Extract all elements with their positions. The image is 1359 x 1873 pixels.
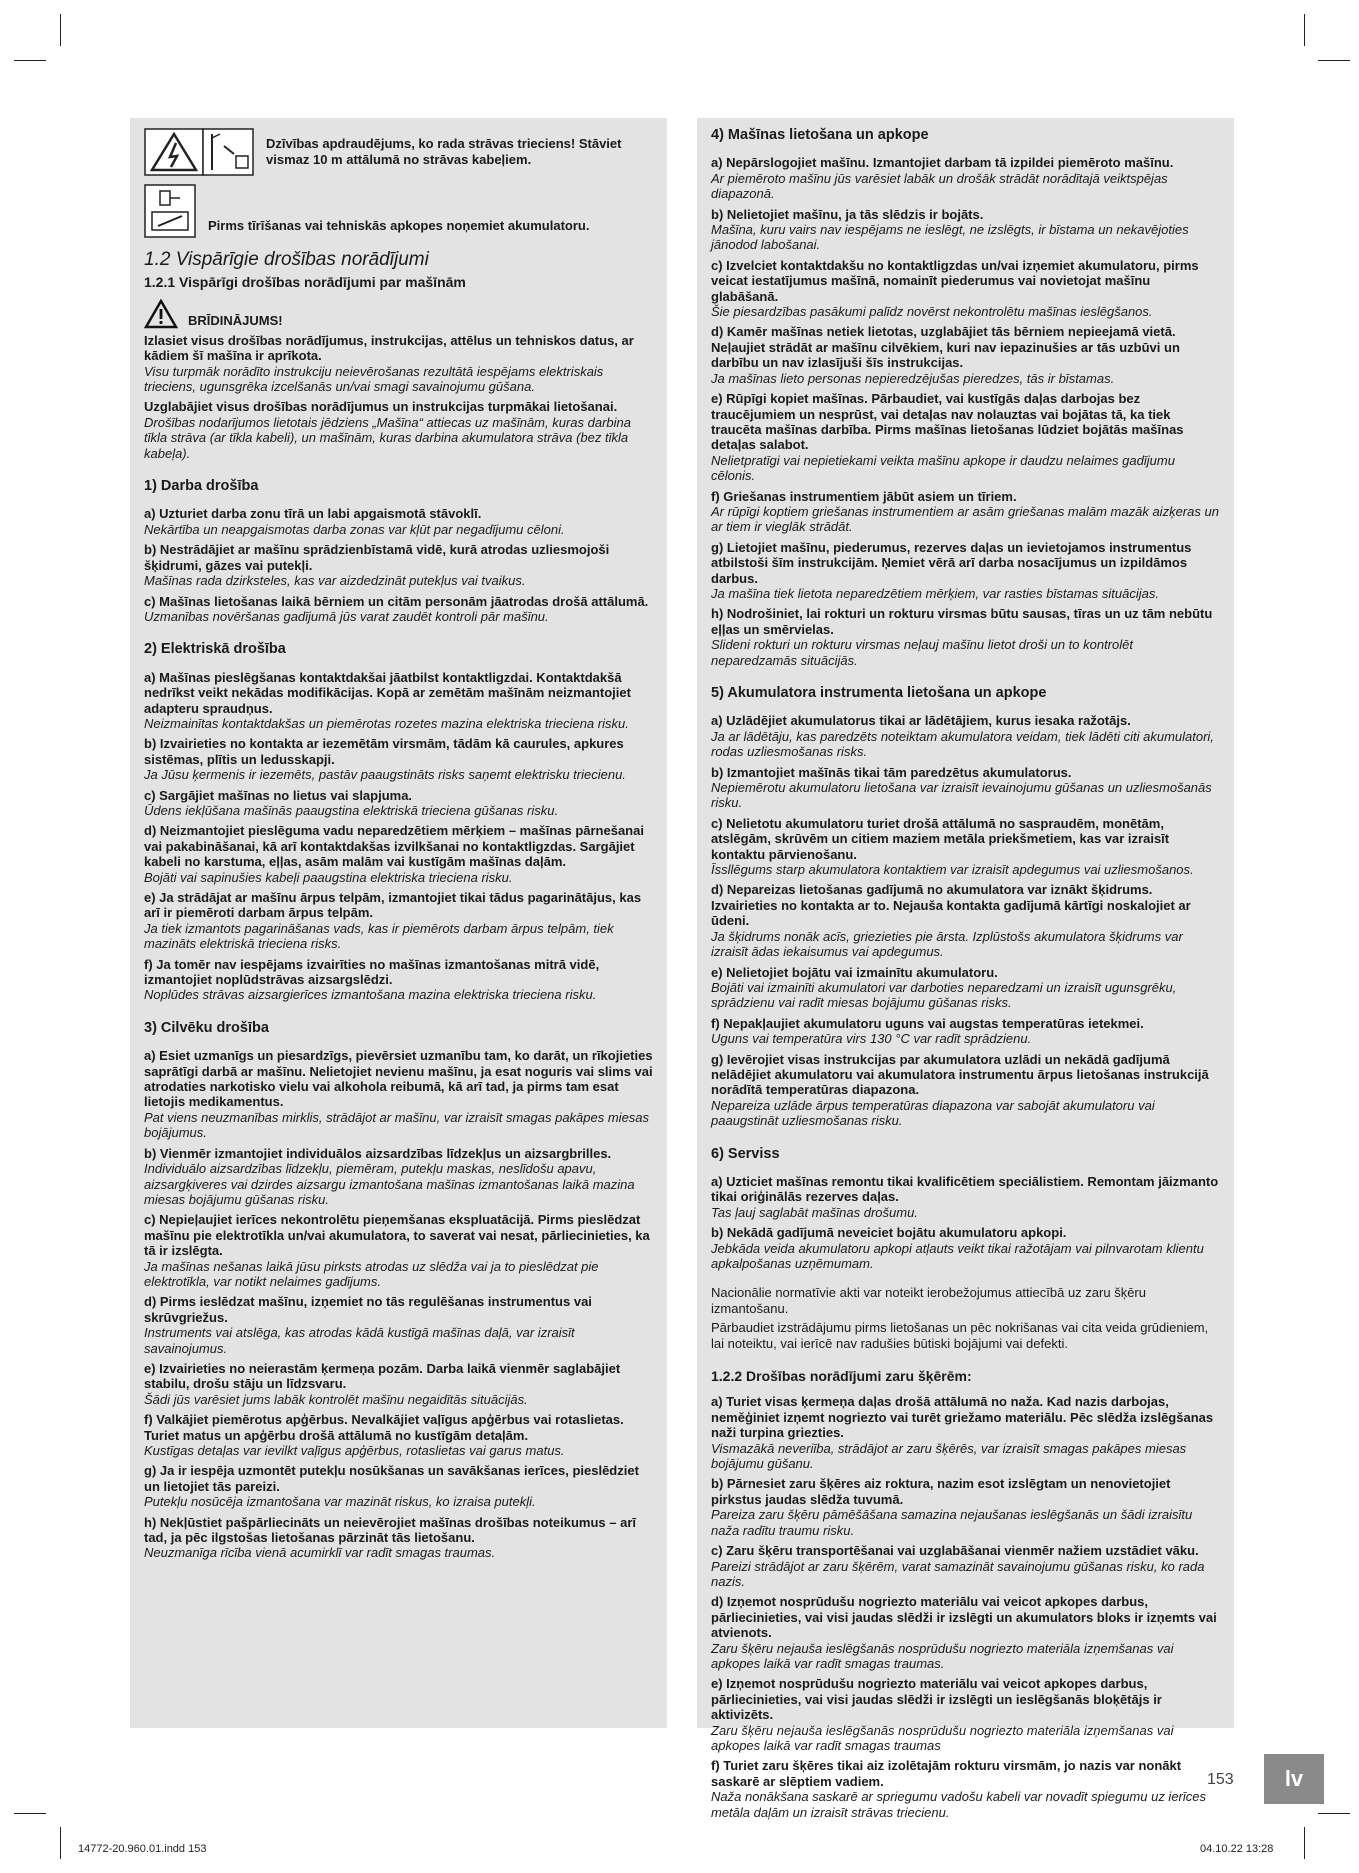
list-item [144,890,653,952]
item-instruction: d) Izņemot nosprūdušu nogriezto materiālu vai veicot apkopes darbus, pārliecinieties, vai visi jaudas slēdži ir izslēgti un akumulators bloks ir izņemts vai atvienots. [711,1594,1217,1641]
item-instruction: b) Nelietojiet mašīnu, ja tās slēdzis ir bojāts. [711,206,984,222]
item-explanation: Bojāti vai izmainīti akumulatori var darboties neparedzami un izraisīt ugunsgrēku, sprādzienu vai radīt miesas bojājumu gūšanas risks. [711,979,1177,1011]
item-explanation: Uguns vai temperatūra virs 130 °C var radīt sprādzienu. [711,1031,1032,1047]
item-explanation: Pareiza zaru šķēru pāmēšāšana samazina nejaušanas ieslēgšanās un šādi izraisītu naža radītu traumu risku. [711,1507,1193,1538]
item-explanation: Ja ar lādētāju, kas paredzēts noteiktam akumulatora veidam, tiek lādēti citi akumulatori, rodas uzliesmošanas risks. [711,728,1214,760]
list-item [711,882,1220,959]
list-item [711,155,1220,201]
item-instruction: b) Izvairieties no kontakta ar iezemētām virsmām, tādām kā caurules, apkures sistēmas, plītis un ledusskapji. [144,736,624,767]
item-explanation: Ūdens iekļūšana mašīnās paaugstina elektriskā trieciena gūšanas risku. [144,802,559,818]
item-explanation: Ja tiek izmantots pagarināšanas vads, kas ir piemērots darbam ārpus telpām, tiek mazināts elektriskā trieciena risks. [144,920,614,952]
item-explanation: Putekļu nosūcēja izmantošana var mazināt riskus, ko izraisa putekļi. [144,1494,536,1510]
right-groups [711,128,1220,1271]
shear-items [711,1394,1220,1820]
list-item [711,1543,1220,1589]
item-instruction: e) Rūpīgi kopiet mašīnas. Pārbaudiet, vai kustīgās daļas darbojas bez traucējumiem un nesprūst, vai detaļas nav nolauztas vai bojātas tā, ka tiek traucēta mašīnas darbība. Pirms mašīnas lietošanas lūdziet bojātās mašīnas detaļas salabot. [711,391,1184,453]
item-instruction: g) Ja ir iespēja uzmontēt putekļu nosūkšanas un savākšanas ierīces, pieslēdziet un lietojiet tās pareizi. [144,1463,639,1494]
list-item [711,391,1220,483]
item-explanation: Zaru šķēru nejauša ieslēgšanās nosprūdušu nogriezto materiāla izņemšanas vai apkopes laikā var radīt smagas traumas [711,1722,1174,1753]
item-explanation: Ja šķidrums nonāk acīs, griezieties pie ārsta. Izplūstošs akumulatora šķidrums var izraisīt ādas iekaisumus vai apdegumus. [711,928,1183,960]
list-item [144,1361,653,1407]
warning-header [144,299,653,329]
item-explanation: Nepiemērotu akumulatoru lietošana var izraisīt ievainojumu gūšanas un uzliesmošanās risku. [711,780,1212,811]
item-explanation: Nepareiza uzlāde ārpus temperatūras diapazona var sabojāt akumulatoru vai paaugstināt uzliesmošanas risku. [711,1097,1155,1129]
footer-right: 04.10.22 13:28 [1200,1843,1274,1855]
list-item [711,1052,1220,1129]
crop-mark [1318,1813,1350,1814]
item-explanation: Īssllēgums starp akumulatora kontaktiem var izraisīt apdegumus vai uzliesmošanos. [711,862,1194,878]
footer-left: 14772-20.960.01.indd 153 [78,1843,207,1855]
left-groups [144,479,653,1561]
item-instruction: b) Izmantojiet mašīnās tikai tām paredzētus akumulatorus. [711,764,1072,780]
item-instruction: d) Nepareizas lietošanas gadījumā no akumulatora var iznākt šķidrums. Izvairieties no kontakta ar to. Nejauša kontakta gadījumā kārtīgi noskalojiet ar ūdeni. [711,882,1191,929]
item-explanation: Instruments vai atslēga, kas atrodas kādā kustīgā mašīnas daļā, var izraisīt savainojumus. [144,1325,575,1356]
warning-box-battery [144,184,653,238]
item-explanation: Nekārtība un neapgaismotas darba zonas var kļūt par negadījumu cēloni. [144,521,565,537]
item-instruction: h) Nodrošiniet, lai rokturi un rokturu virsmas būtu sausas, tīras un uz tām nebūtu eļļas un smērvielas. [711,606,1213,637]
intro-item [144,399,653,461]
item-explanation: Pat viens neuzmanības mirklis, strādājot ar mašīnu, var izraisīt smagas pakāpes miesas bojājumus. [144,1109,650,1141]
item-explanation: Neizmainītas kontaktdakšas un piemērotas rozetes mazina elektriska trieciena risku. [144,715,629,731]
item-explanation: Uzmanības novēršanas gadījumā jūs varat zaudēt kontroli pār mašīnu. [144,608,549,624]
item-instruction: a) Mašīnas pieslēgšanas kontaktdakšai jāatbilst kontaktligzdai. Kontaktdakšā nedrīkst veikt nekādas modifikācijas. Kopā ar zemētām mašīnām neizmantojiet adapteru spraudņus. [144,669,631,716]
item-instruction: e) Nelietojiet bojātu vai izmainītu akumulatoru. [711,964,998,980]
item-instruction: f) Ja tomēr nav iespējams izvairīties no mašīnas izmantošanas mitrā vidē, izmantojiet noplūdstrāvas aizsargslēdzi. [144,956,600,988]
item-instruction: a) Esiet uzmanīgs un piesardzīgs, pievērsiet uzmanību tam, ko darāt, un rīkojieties saprātīgi darbā ar mašīnu. Nelietojiet nevienu mašīnu, ja esat noguris vai slims vai atrodaties narkotisko vielu vai alkohola reibumā, kā arī tad, ja pirms tam esat lietojis medikamentus. [144,1048,653,1110]
list-item [144,1463,653,1509]
list-item [711,1594,1220,1671]
item-instruction: d) Pirms ieslēdzat mašīnu, izņemiet no tās regulēšanas instrumentus vai skrūvgriežus. [144,1294,592,1325]
item-instruction: b) Vienmēr izmantojiet individuālos aizsardzības līdzekļus un aizsargbrilles. [144,1145,612,1161]
item-explanation: Ja mašīnas lieto personas nepieredzējušas pieredzes, tās ir bīstamas. [711,370,1115,386]
group-title: 4) Mašīnas lietošana un apkope [711,127,929,143]
item-explanation: Ar piemēroto mašīnu jūs varēsiet labāk un drošāk strādāt norādītajā veiktspējas diapazonā. [711,170,1168,202]
item-instruction: d) Neizmantojiet pieslēguma vadu neparedzētiem mērķiem – mašīnas pārnešanai vai pakabināšanai, kā arī kontaktdakšas izvilkšanai no kontaktligzdas. Sargājiet kabeli no karstuma, eļļas, asām malām vai kustīgām mašīnas daļām. [144,823,644,870]
item-instruction: e) Izņemot nosprūdušu nogriezto materiālu vai veicot apkopes darbus, pārliecinieties, vai visi jaudas slēdži ir izslēgti un ieslēgšanās bloķētājs ir aktivizēts. [711,1676,1162,1723]
item-explanation: Mašīna, kuru vairs nav iespējams ne ieslēgt, ne izslēgts, ir bīstama un nekavējoties jānodod labošanai. [711,222,1189,253]
plain-text: Pārbaudiet izstrādājumu pirms lietošanas un pēc nokrišanas vai cita veida grūdieniem, lai noteiktu, vai ierīcē nav radušies būtiski bojājumi vai defekti. [711,1320,1209,1351]
plain-text: Nacionālie normatīvie akti var noteikt ierobežojumus attiecībā uz zaru šķēru izmantošanu. [711,1285,1146,1316]
list-item [144,736,653,782]
list-item [711,713,1220,759]
left-column [130,118,667,1728]
list-item [144,1048,653,1140]
item-instruction: g) Ievērojiet visas instrukcijas par akumulatora uzlādi un nekādā gadījumā nelādējiet akumulatoru vai akumulatora instrumentu ārpus lietošanas instrukcijā norādītā temperatūras diapazona. [711,1051,1209,1098]
item-instruction: c) Zaru šķēru transportēšanai vai uzglabāšanai vienmēr nažiem uzstādiet vāku. [711,1543,1199,1559]
item-instruction: e) Izvairieties no neierastām ķermeņa pozām. Darba laikā vienmēr saglabājiet stabilu, drošu stāju un līdzsvaru. [144,1360,621,1392]
item-explanation: Ja mašīna tiek lietota neparedzētiem mērķiem, var rasties bīstamas situācijas. [711,585,1159,601]
item-explanation: Mašīnas rada dzirksteles, kas var aizdedzināt putekļus vai tvaikus. [144,573,526,589]
intro-bold: Izlasiet visus drošības norādījumus, instrukcijas, attēlus un tehniskos datus, ar kādiem šī mašīna ir aprīkota. [144,332,634,364]
item-explanation: Kustīgas detaļas var ievilkt vaļīgus apģērbus, rotaslietas vai garus matus. [144,1443,565,1458]
intro-italic: Visu turpmāk norādīto instrukciju neievērošanas rezultātā iespējams elektriskais trieciens, ugunsgrēka izcelšanās un/vai smagi savainojumu gūšana. [144,363,604,395]
item-instruction: f) Griešanas instrumentiem jābūt asiem un tīriem. [711,488,1017,504]
item-instruction: c) Nepieļaujiet ierīces nekontrolētu pieņemšanas ekspluatācijā. Pirms pieslēdzat mašīnu pie elektrotīkla un/vai akumulatora, to saverat vai nesat, pārliecinieties, ka tā ir izslēgta. [144,1212,650,1259]
list-item [711,207,1220,253]
item-explanation: Vismazākā neveriība, strādājot ar zaru šķērēs, var izraisīt smagas pakāpes miesas bojājumu gūšanu. [711,1440,1187,1472]
list-item [144,1146,653,1208]
intro-bold: Uzglabājiet visus drošības norādījumus un instrukcijas turpmākai lietošanai. [144,399,618,415]
item-explanation: Šie piesardzības pasākumi palīdz novērst nekontrolētu mašīnas ieslēgšanos. [711,304,1153,320]
item-explanation: Naža nonākšana saskarē ar spriegumu vadošu kabeli var novadīt spiegumu uz ierīces metāla daļām un izraisīt strāvas triecienu. [711,1789,1206,1820]
list-item [711,1174,1220,1220]
item-explanation: Tas ļauj saglabāt mašīnas drošumu. [711,1204,918,1220]
item-explanation: Pareizi strādājot ar zaru šķērēm, varat samazināt savainojumu gūšanas risku, ko rada nazis. [711,1558,1205,1589]
item-explanation: Neuzmanīga rīcība vienā acumirklī var radīt smagas traumas. [144,1545,496,1561]
item-instruction: b) Pārnesiet zaru šķēres aiz roktura, nazim esot izslēgtam un nenovietojiet pirkstus jaudas slēdža tuvumā. [711,1476,1171,1507]
crop-mark [60,14,61,46]
crop-mark [14,1813,46,1814]
list-item [144,506,653,537]
list-item [711,1476,1220,1538]
list-item [711,1225,1220,1271]
group-title: 5) Akumulatora instrumenta lietošana un apkope [711,685,1047,701]
subsection2-title: 1.2.2 Drošības norādījumi zaru šķērēm: [711,1368,972,1385]
list-item [144,1294,653,1356]
item-instruction: a) Nepārslogojiet mašīnu. Izmantojiet darbam tā izpildei piemēroto mašīnu. [711,155,1174,171]
item-explanation: Bojāti vai sapinušies kabeļi paaugstina elektriska trieciena risku. [144,869,513,885]
intro-item [144,333,653,395]
item-instruction: c) Nelietotu akumulatoru turiet drošā attālumā no saspraudēm, monētām, atslēgām, skrūvēm un citiem maziem metāla priekšmetiem, kas var izraisīt kontaktu pārvienošanu. [711,815,1170,862]
page-number: 153 [1207,1771,1234,1788]
list-item [711,965,1220,1011]
group-title: 1) Darba drošība [144,478,259,495]
item-instruction: a) Turiet visas ķermeņa daļas drošā attālumā no naža. Kad nazis darbojas, neměģiniet izņemt nogriezto vai turēt griežamo materiālu. Pēc slēdža izslēgšanas naži turpina griezties. [711,1394,1214,1441]
item-instruction: a) Uzlādējiet akumulatorus tikai ar lādētājiem, kurus iesaka ražotājs. [711,713,1131,729]
item-explanation: Slideni rokturi un rokturu virsmas neļauj mašīnu lietot droši un to kontrolēt neparedzamās situācijās. [711,637,1133,668]
item-instruction: f) Nepakļaujiet akumulatoru uguns vai augstas temperatūras ietekmei. [711,1015,1144,1031]
section-title: 1.2 Vispārīgie drošības norādījumi [144,249,429,270]
list-item [144,1412,653,1458]
list-item [711,1016,1220,1047]
list-item [144,957,653,1003]
item-instruction: e) Ja strādājat ar mašīnu ārpus telpām, izmantojiet tikai tādus pagarinātājus, kas arī ir piemēroti darbam ārpus telpām. [144,890,642,921]
list-item [711,765,1220,811]
list-item [144,823,653,885]
item-explanation: Ja mašīnas nešanas laikā jūsu pirksts atrodas uz slēdža vai ja to pieslēdzat pie elektrotīkla, var notikt nelaimes gadījums. [144,1258,599,1289]
item-explanation: Zaru šķēru nejauša ieslēgšanās nosprūdušu nogriezto materiāla izņemšanas vai apkopes laikā var radīt smagas traumas. [711,1640,1174,1671]
intro-italic: Drošības nodarījumos lietotais jēdziens „Mašīna“ attiecas uz mašīnām, kuras darbina tīkla strāva (ar tīkla kabeli), un mašīnām, kuras darbina akumulatora strāva (bez tīkla kabeļa). [144,414,631,461]
item-instruction: b) Nestrādājiet ar mašīnu sprādzienbīstamā vidē, kurā atrodas uzliesmojoši šķidrumi, gāzes vai putekļi. [144,542,610,573]
crop-mark [60,1827,61,1859]
item-instruction: g) Lietojiet mašīnu, piederumus, rezerves daļas un ievietojamos instrumentus atbilstoši šīm instrukcijām. Ņemiet vērā arī darba nosacījumus un izpildāmos darbus. [711,539,1192,586]
list-item [144,788,653,819]
item-instruction: a) Uzturiet darba zonu tīrā un labi apgaismotā stāvoklī. [144,506,482,522]
crop-mark [14,60,46,61]
item-explanation: Individuālo aizsardzības līdzekļu, piemēram, putekļu maskas, neslīdošu apavu, aizsargķiveres vai dzirdes aizsargu izmantošana mašīnas izmantošanas laikā mazina miesas bojājumu gūšanas risku. [144,1161,635,1207]
item-instruction: c) Sargājiet mašīnas no lietus vai slapjuma. [144,787,413,803]
electric-shock-icon [144,128,254,176]
crop-mark [1318,60,1350,61]
item-explanation: Jebkāda veida akumulatoru apkopi atļauts veikt tikai ražotājam vai pilnvarotam klientu apkalpošanas uzņēmumam. [711,1240,1204,1271]
item-instruction: f) Valkājiet piemērotus apģērbus. Nevalkājiet vaļīgus apģērbus vai rotaslietas. Turiet matus un apģērbu drošā attālumā no kustīgām detaļām. [144,1412,624,1443]
item-instruction: a) Uzticiet mašīnas remontu tikai kvalificētiem speciālistiem. Remontam jāizmanto tikai oriģinālās rezerves daļas. [711,1173,1219,1205]
item-instruction: c) Izvelciet kontaktdakšu no kontaktligzdas un/vai izņemiet akumulatoru, pirms veicat iestatījumus mašīnā, nomainīt piederumus vai novietojat mašīnu glabāšanā. [711,257,1199,304]
crop-mark [1304,1827,1305,1859]
item-instruction: h) Nekļūstiet pašpārliecināts un neievērojiet mašīnas drošības noteikumus – arī tad, ja pēc ilgstošas lietošanas pārzināt tās lietošanu. [144,1514,637,1546]
item-instruction: d) Kamēr mašīnas netiek lietotas, uzglabājiet tās bērniem nepieejamā vietā. Neļaujiet strādāt ar mašīnu cilvēkiem, kuri nav iepazinušies ar tās uzbūvi un darbību un nav izlasījuši šīs instrukcijas. [711,324,1180,371]
warning-label: BRĪDINĀJUMS! [188,313,283,329]
list-item [711,1394,1220,1471]
warning-text-battery: Pirms tīrīšanas vai tehniskās apkopes noņemiet akumulatoru. [208,218,590,233]
item-explanation: Ja Jūsu ķermenis ir iezemēts, pastāv paaugstināts risks saņemt elektrisku triecienu. [144,767,626,783]
group-title: 2) Elektriskā drošība [144,641,286,658]
group-title: 6) Serviss [711,1145,780,1162]
warning-triangle-icon [144,299,178,329]
warning-text-shock: Dzīvības apdraudējums, ko rada strāvas trieciens! Stāviet vismaz 10 m attālumā no strāvas kabeļiem. [266,136,622,167]
item-instruction: b) Nekādā gadījumā neveiciet bojātu akumulatoru apkopi. [711,1225,1067,1241]
item-explanation: Ar rūpīgi koptiem griešanas instrumentiem ar asām griešanas malām mazāk aizķeras un ar tiem ir vieglāk strādāt. [711,503,1219,535]
list-item [711,606,1220,668]
subsection-title: 1.2.1 Vispārīgi drošības norādījumi par mašīnām [144,274,466,291]
group-title: 3) Cilvēku drošība [144,1019,269,1036]
remove-battery-icon [144,184,196,238]
list-item [711,324,1220,386]
item-instruction: c) Mašīnas lietošanas laikā bērniem un citām personām jāatrodas drošā attālumā. [144,593,649,609]
list-item [144,1515,653,1561]
item-explanation: Nelietpratīgi vai nepietiekami veikta mašīnu apkope ir daudzu nelaimes gadījumu cēlonis. [711,452,1175,484]
language-tab: lv [1264,1754,1324,1804]
list-item [711,258,1220,320]
list-item [144,1212,653,1289]
list-item [711,489,1220,535]
crop-mark [1304,14,1305,46]
warning-box-shock [144,128,653,176]
list-item [711,540,1220,602]
item-explanation: Šādi jūs varēsiet jums labāk kontrolēt mašīnu negaidītās situācijās. [144,1391,528,1407]
list-item [711,816,1220,878]
item-explanation: Noplūdes strāvas aizsargierīces izmantošana mazina elektriska trieciena risku. [144,987,597,1003]
list-item [711,1758,1220,1820]
list-item [144,594,653,625]
item-instruction: f) Turiet zaru šķēres tikai aiz izolētajām rokturu virsmām, jo nazis var nonākt saskarē ar slēptiem vadiem. [711,1758,1182,1789]
list-item [711,1676,1220,1753]
list-item [144,670,653,732]
list-item [144,542,653,588]
